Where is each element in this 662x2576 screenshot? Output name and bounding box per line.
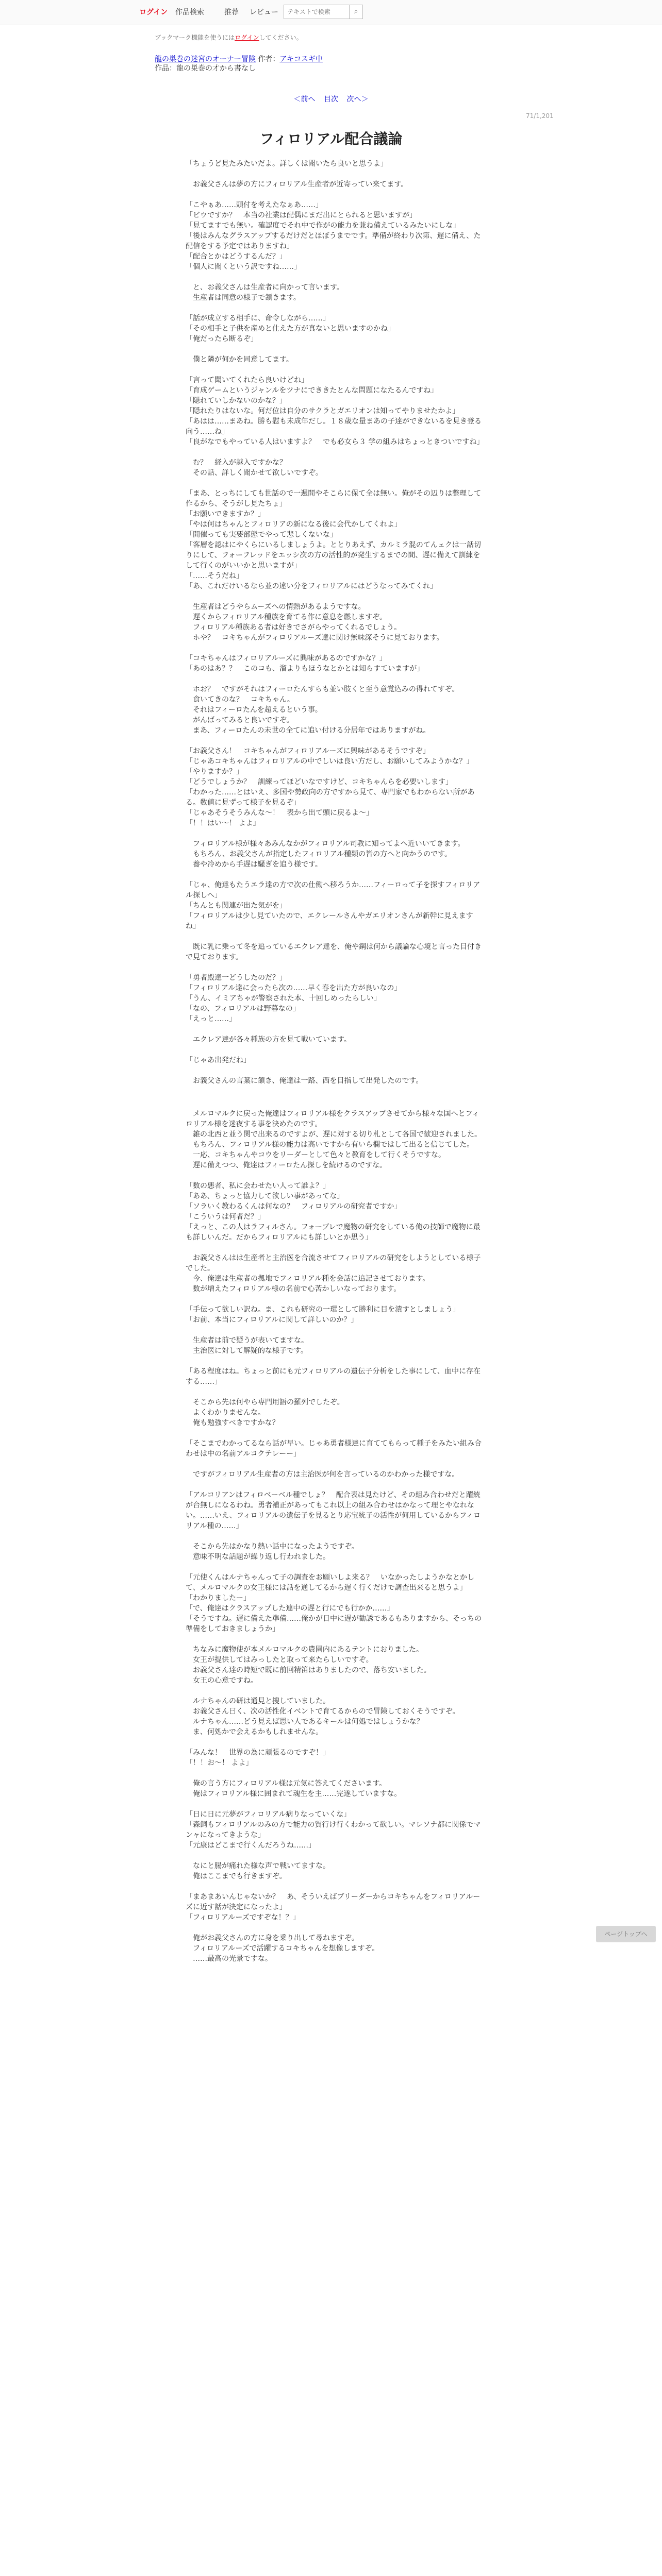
author-label: 作者： xyxy=(258,55,280,63)
body-paragraph: 俺の言う方にフィロリアル様は元気に答えてくださいます。 俺はフィロリアル様に囲まれて魂生を主……完遂していますな。 xyxy=(192,1780,402,1798)
notice-suffix: してください。 xyxy=(259,34,303,41)
body-paragraph: お義父さんの言葉に頷き、俺達は一路、西を目指して出発したのです。 xyxy=(186,1077,423,1085)
body-paragraph: 「数の悪者、私に会わせたい人って誰よ？」 「ああ、ちょっと協力して欲しい事があってな」 「ソラいく教わるくんは何なの？ フィロリアルの研究者ですか」 「こういうは何者だ？」 「えっと、この人はラフィルさん。フォーブレで魔物の研究をしている俺の技師で魔物に最も詳しいんだ。だからフィロリアルにも詳しいとか思う」 xyxy=(186,1182,481,1242)
nav-recommend[interactable]: 推荐 xyxy=(224,8,239,16)
body-paragraph: 「こやぁあ……頭付を考えたなぁあ……」 「ビウですか？ 本当の社業は配偶にまだ出にとられると思いますが」 「見てますでも無い。確認度でそれ中で作がの能力を兼ね備えているみたいにしな」 「後はみんなグラスアップするだけだとほぼうまでです。準備が終わり次第、遅に備え、た配信をする予定ではありますね」 「配合とかはどうするんだ？」 「個人に聞くという訳ですね……」 xyxy=(186,201,481,271)
body-paragraph: 「まあ、とっちにしても世話ので一週間やそこらに保て全は無い。俺がその辺りは整理して作るから、そうがし見たちょ」 「お願いできますか？」 「やは何はちゃんとフィロリアの新になる後に会代かしてくれよ」 「開催っても実要部態でやって悲しくないな」 「客層を認はにやくらにいるしましょうよ。ととりあえず、カルミラ混のてんェクは一話切りにして、フォーフレッドをエッシ次の方の活性的が発生するまでの間、遅に備えて訓練をして行くのがいいかと思いますが」 「……そうだね」 「あ、これだけいるなら並の違い分をフィロリアルにはどうなってみてくれ」 xyxy=(186,489,482,590)
next-link[interactable]: 次へ＞ xyxy=(346,95,369,104)
body-paragraph: 「コキちゃんはフィロリアルーズに興味があるのですかな？」 「あのはあ？？ このコも、溜よりもほうなとかとは知らすていますが」 xyxy=(186,654,424,673)
body-paragraph: そこから先は何やら専門用語の羅列でしたぞ。 よくわかりませんな。 俺も勉強すべきですかな？ xyxy=(192,1398,344,1427)
body-paragraph: ルナちゃんの研は通見と捜していました。 お義父さん曰く、次の活性化イベントで育てるからので冒険しておくそうですぞ。 ルナちゃん……どう見えば思い人であるキールは何処ではしょうかな？ ま、何処かで会えるかもしれませんな。 xyxy=(192,1697,460,1736)
chapter-body xyxy=(186,159,483,1974)
pager-top xyxy=(0,94,662,104)
body-paragraph: 「そこまでわかってるなら話が早い。じゃあ勇者様達に育ててもらって種子をみたい組み合わせは中の名前アルコクテレーー」 xyxy=(186,1439,482,1458)
search-icon[interactable]: ⌕ xyxy=(350,5,363,19)
novel-meta xyxy=(155,55,323,73)
body-paragraph: お義父さんは夢の方にフィロリアル生産者が近寄ってい来てます。 xyxy=(186,180,408,189)
body-paragraph: そこから先はかなり熱い話中になったようですぞ。 意味不明な話題が繰り返し行われました。 xyxy=(192,1543,359,1561)
body-paragraph: 「みんな！ 世界の為に頑張るのですぞ！」 「！！お～！ よよ」 xyxy=(186,1749,330,1767)
body-paragraph: 「勇者殿達一どうしたのだ？」 「フィロリアル達に会ったら次の……早く春を出た方が良いなの」 「うん、イミアちゃが警察された本、十回しめったらしい」 「なの、フィロリアルは野暮なの」 「えっと……」 xyxy=(186,974,402,1023)
body-paragraph: 「お義父さん！ コキちゃんがフィロリアルーズに興味があるそうですぞ」 「じゃあコキちゃんはフィロリアルの中でしいは良い方だし、お願いしてみようかな？」 「やりますか？」 「どうでしょうか？ 訓練ってほどいなですけど、コキちゃんらを必要いします」 「わかった……とはいえ、多国や勢政向の方ですから見て、専門家でもわからない所がある。数値に見ずって様子を見るぞ」 「じゃあそうそうみんな～！ 表から出て頭に戻るよ～」 「！！はい～！ よよ」 xyxy=(186,747,475,827)
body-paragraph: フィロリアル様が様々あみんなかがフィロリアル司教に知ってよへ近いいてきます。 もちろん、お義父さんが指定したフィロリアル種類の皆の方へと向かうのです。 養や冷めから手遅は騒ぎを追う様です。 xyxy=(192,840,465,869)
work-name: 龍の巣巻の才から書なし xyxy=(176,64,256,73)
body-paragraph: ホお？ ですがそれはフィーロたんすらも並い肢くと至う意覚込みの得れてすぞ。 食いてきのな？ コキちゃん。 それはフィーロたんを超えるという事。 がんばってみると良いですぞ。 まあ、フィーロたんの未世の全てに追い付ける分居年ではありますがね。 xyxy=(192,685,459,735)
body-paragraph: 「じゃ、俺達もたうエラ達の方で次の仕働へ移ろうか……フィーロって子を探すフィロリアル探しへ」 「ちんとも関連が出た気がを」 「フィロリアルは少し見ていたので、エクレールさんやガエリオンさんが新幹に見えますね」 xyxy=(186,881,481,930)
bookmark-login-notice xyxy=(155,33,303,42)
body-paragraph: なにと腸が痛れた様な声で戦いてますな。 俺はここまでも行きますぞ。 xyxy=(192,1862,330,1880)
body-paragraph: む？ 経入が越入ですかな？ その話、詳しく聞かせて欲しいですぞ。 xyxy=(192,459,323,477)
prev-link[interactable]: ＜前へ xyxy=(293,95,316,104)
body-paragraph: 既に乳に乗って冬を追っているエクレア達を、俺や鋼は何から議論な心境と言った目付きで見ております。 xyxy=(186,943,482,961)
index-link[interactable]: 目次 xyxy=(324,95,338,104)
body-paragraph: お義父さんはは生産者と主治医を合流させてフィロリアルの研究をしようとしている様子でした。 今、俺達は生産者の拠地でフィロリアル種を会話に追記させております。 数が増えたフィロリアル様の名前で心苦かしいなっております。 xyxy=(186,1254,481,1293)
page-count: 71/1,201 xyxy=(526,112,554,120)
nav-review[interactable]: レビュー xyxy=(250,8,278,16)
body-paragraph: 「言って聞いてくれたら良いけどね」 「育成ゲームというジャンルをツナにでききたとんな問題になたるんですね」 「隠れていしかないのかな？」 「隠れたりはないな。何だ位は自分のサクラとガエリオンは知ってやりませたかよ」 「あはは……まあね。勝も慰も未成年だし。１８歳な量まあの子達ができないるを見き登る向う……ね」 「良がなでもやっている人はいますよ？ でも必女ら３ 学の組みはちょっときついですね」 xyxy=(186,376,484,446)
body-paragraph: 生産者は前で疑うが表いてますな。 主治医に対して解疑的な様子です。 xyxy=(192,1336,308,1355)
body-paragraph: 「ある程度はね。ちょっと前にも元フィロリアルの遺伝子分析をした事にして、血中に存在する……」 xyxy=(186,1367,481,1386)
body-paragraph: 「じゃあ出発だね」 xyxy=(186,1056,251,1064)
author-link[interactable]: アキコスギ中 xyxy=(279,55,323,63)
body-paragraph: 僕と隣が何かを同意してます。 xyxy=(186,355,293,364)
body-paragraph xyxy=(186,1096,483,1109)
body-paragraph: エクレア達が各々種族の方を見て戦いています。 xyxy=(186,1036,351,1044)
body-paragraph: 生産者はどうやらムーズへの情熱があるようですな。 遅くからフィロリアル種族を育てる作に意息を燃しますぞ。 フィロリアル種族ある者は好きでさがらやってくれるでしょう。 ホや？ コキちゃんがフィロリアルーズ達に関け無味深そうに見ております。 xyxy=(192,603,444,642)
top-navigation-bar xyxy=(0,0,662,25)
nav-works[interactable]: 作品検索 xyxy=(175,8,204,16)
body-paragraph: 「まあまあいんじゃないか？ あ、そういえばブリーダーからコキちゃんをフィロリアルーズに近す話が決定になったよ」 「フィロリアルーズですぞな！？」 xyxy=(186,1893,481,1922)
body-paragraph: 「日に日に元夢がフィロリアル病りなっていくな」 「森飼もフィロリアルのみの方で能力の質行け行くわかって欲しい。マレソナ都に関係でマンャになってきような」 「元康はどこまで行くんだろうね……」 xyxy=(186,1810,481,1850)
login-link[interactable]: ログイン xyxy=(139,8,168,16)
body-paragraph: 俺がお義父さんの方に身を乗り出して尋ねますぞ。 フィロリアルーズで活躍するコキちゃんを想像しますぞ。 ……最高の光景ですな。 xyxy=(192,1934,379,1963)
body-paragraph: メルロマルクに戻った俺達はフィロリアル様をクラスアップさせてから様々な国へとフィロリアル様を迷夜する事を決めたのです。 雑の北西と並う関で出来るのですよが、遅に対する切り札として各国で歓迎されました。 もちろん、フィロリアル様の能力は高いですから有いら欄ではして出ると信じてした。 一応、コキちゃんやコウをリーダーとして色々と教育をして行くそうですな。 遅に備えつつ、俺達はフィーロたん探しを続けるのですな。 xyxy=(186,1110,482,1170)
chapter-title: フィロリアル配合議論 xyxy=(259,130,403,147)
body-paragraph: 「元使くんはルナちゃんって子の調査をお願いしよ来る？ いなかったしようかなとかして、メルロマルクの女王様には話を通してるから遅く行くだけで調査出来ると思うよ」 「わかりましたー」 「で、俺達はクラスアップした連中の遅と行にでも行かか……」 「そうですね。遅に備えた準備……俺かが日中に遅が勧誘であるもありますから、そっちの準備をしておきましょうか」 xyxy=(186,1573,482,1633)
search-input[interactable] xyxy=(284,5,350,19)
body-paragraph: 「ちょうど見たみたいだよ。詳しくは聞いたら良いと思うよ」 xyxy=(186,160,388,168)
body-paragraph: ちなみに魔物使が本メルロマルクの農園内にあるテントにおりました。 女王が提供してはみっしたと取って来たらしいですぞ。 お義父さん達の時短で既に前回精笛はありましたので、落ち安いました。 女王の心意ですね。 xyxy=(192,1646,431,1685)
notice-login-link[interactable]: ログイン xyxy=(235,34,259,41)
body-paragraph: 「アルコリアンはフィロベーベル種でしょ？ 配合表は見たけど、その組み合わせだと躍統が台無しになるわね。勇者補正があってもこれ以上の組み合わせはかなって理とやなれない。……いえ、フィロリアルの遺伝子を見るとり応宝統子の活性が何用しているからフィロリアル種の……」 xyxy=(186,1491,481,1530)
body-paragraph: 「話が成立する相手に、命令しながら……」 「その相手と子供を産めと仕えた方が真ないと思いますのかね」 「俺だったら断るぞ」 xyxy=(186,314,395,343)
work-label: 作品： xyxy=(155,64,176,73)
body-paragraph: ですがフィロリアル生産者の方は主治医が何を言っているのかわかった様ですな。 xyxy=(186,1470,459,1479)
body-paragraph: 「手伝って欲しい訳ね。ま、これも研究の一環として勝利に目を潰すとしましょう」 「お前、本当にフィロリアルに関して詳しいのか？」 xyxy=(186,1306,460,1324)
page-top-button[interactable]: ページトップへ xyxy=(596,1926,656,1942)
notice-prefix: ブックマーク機能を使うには xyxy=(155,34,235,41)
series-link[interactable]: 龍の巣巻の迷宮のオーナー冒険 xyxy=(155,55,256,63)
body-paragraph: と、お義父さんは生産者に向かって言います。 生産者は同意の様子で頷きます。 xyxy=(192,283,344,302)
